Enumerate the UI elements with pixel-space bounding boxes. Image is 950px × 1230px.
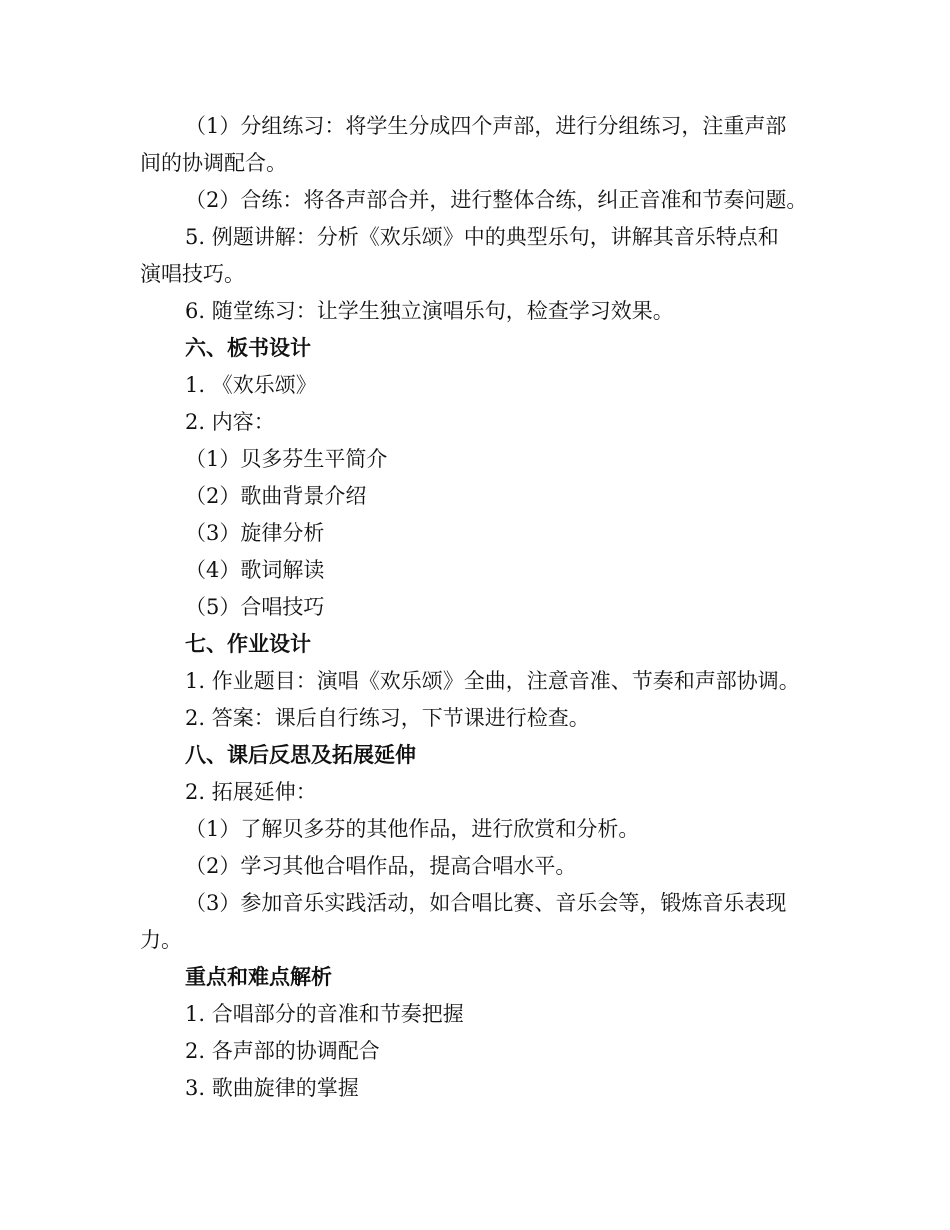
list-item-content: 2. 内容： xyxy=(185,410,275,434)
list-item-other-choral: （2）学习其他合唱作品，提高合唱水平。 xyxy=(185,854,577,878)
list-item-chorus-skills: （5）合唱技巧 xyxy=(185,595,325,619)
list-item-pitch-rhythm: 1. 合唱部分的音准和节奏把握 xyxy=(185,1002,464,1026)
para-example-explanation-cont: 演唱技巧。 xyxy=(140,262,245,286)
heading-homework-design: 七、作业设计 xyxy=(185,631,311,656)
list-item-practice-activities-cont: 力。 xyxy=(140,928,182,952)
list-item-melody: （3）旋律分析 xyxy=(185,521,325,545)
heading-reflection-extension: 八、课后反思及拓展延伸 xyxy=(185,742,416,767)
para-example-explanation: 5. 例题讲解：分析《欢乐颂》中的典型乐句，讲解其音乐特点和 xyxy=(185,225,779,249)
heading-key-points: 重点和难点解析 xyxy=(185,964,332,989)
list-item-lyrics: （4）歌词解读 xyxy=(185,558,325,582)
list-item-answer: 2. 答案：课后自行练习，下节课进行检查。 xyxy=(185,706,590,730)
list-item-biography: （1）贝多芬生平简介 xyxy=(185,447,388,471)
heading-blackboard-design: 六、板书设计 xyxy=(185,335,311,360)
list-item-title: 1. 《欢乐颂》 xyxy=(185,373,317,397)
list-item-practice-activities: （3）参加音乐实践活动，如合唱比赛、音乐会等，锻炼音乐表现 xyxy=(185,891,787,915)
para-group-practice: （1）分组练习：将学生分成四个声部，进行分组练习，注重声部 xyxy=(185,114,787,138)
list-item-other-works: （1）了解贝多芬的其他作品，进行欣赏和分析。 xyxy=(185,817,640,841)
para-class-practice: 6. 随堂练习：让学生独立演唱乐句，检查学习效果。 xyxy=(185,299,674,323)
list-item-extension: 2. 拓展延伸： xyxy=(185,780,317,804)
list-item-melody-mastery: 3. 歌曲旋律的掌握 xyxy=(185,1076,359,1100)
list-item-coordination: 2. 各声部的协调配合 xyxy=(185,1039,380,1063)
list-item-background: （2）歌曲背景介绍 xyxy=(185,484,367,508)
list-item-homework-topic: 1. 作业题目：演唱《欢乐颂》全曲，注意音准、节奏和声部协调。 xyxy=(185,669,800,693)
para-group-practice-cont: 间的协调配合。 xyxy=(140,151,287,175)
para-ensemble-practice: （2）合练：将各声部合并，进行整体合练，纠正音准和节奏问题。 xyxy=(185,188,808,212)
